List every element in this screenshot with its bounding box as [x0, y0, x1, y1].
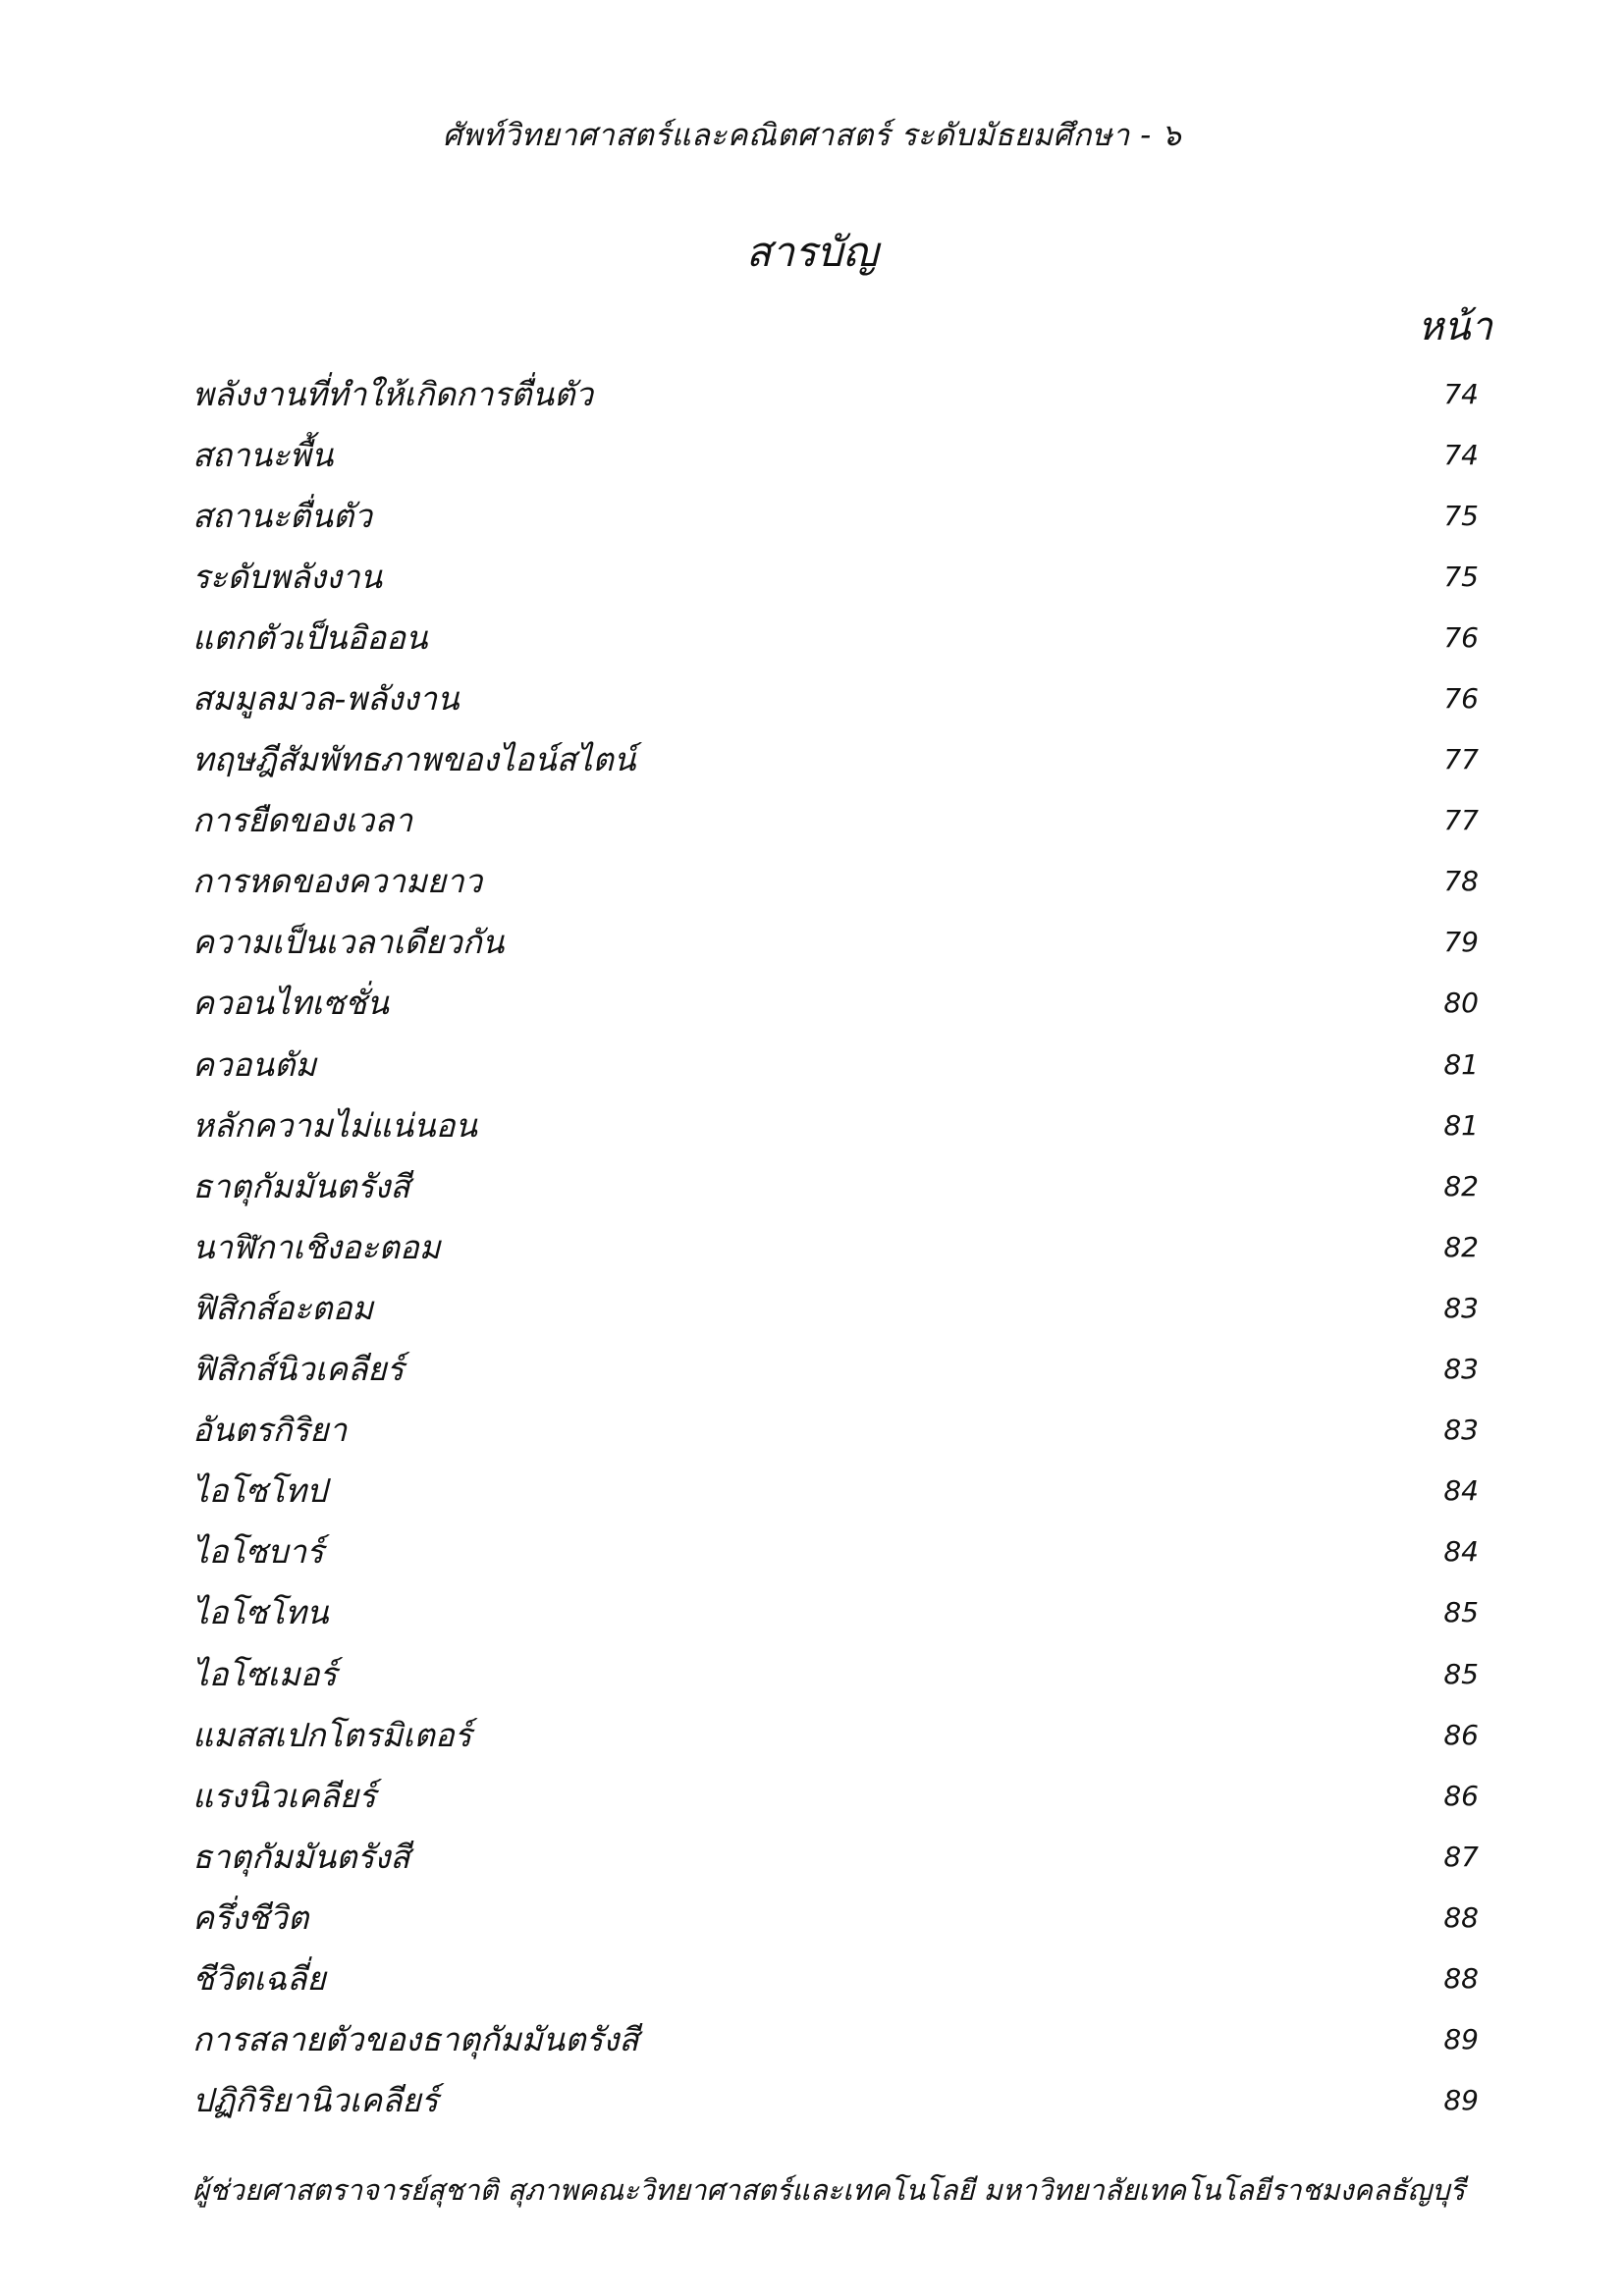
toc-entry-page: 88 — [1443, 1900, 1479, 1934]
toc-entry — [192, 790, 1479, 851]
toc-entry-page: 86 — [1443, 1779, 1479, 1812]
toc-entry-page: 74 — [1443, 438, 1479, 471]
toc-entry-label: การยืดของเวลา — [192, 801, 413, 840]
toc-entry-page: 89 — [1443, 2084, 1479, 2117]
toc-entry-page: 74 — [1443, 377, 1479, 410]
toc-entry-page: 78 — [1443, 865, 1479, 898]
toc-entry-page: 82 — [1443, 1169, 1479, 1202]
toc-entry — [192, 1400, 1479, 1461]
toc-entry-page: 83 — [1443, 1414, 1479, 1447]
toc-entry — [192, 1582, 1479, 1643]
toc-entry-label: ไอโซโทน — [192, 1593, 329, 1632]
page-column-label: หน้า — [1417, 304, 1492, 349]
toc-entry-page: 81 — [1443, 1108, 1479, 1142]
table-of-contents — [192, 363, 1479, 2131]
toc-entry-label: สมมูลมวล-พลังงาน — [192, 679, 460, 719]
footer-institution: คณะวิทยาศาสตร์และเทคโนโลยี มหาวิทยาลัยเทคโนโลยีราชมงคลธัญบุรี — [577, 2173, 1466, 2207]
toc-entry — [192, 729, 1479, 790]
toc-entry-label: ชีวิตเฉลี่ย — [192, 1958, 326, 1998]
toc-entry-page: 83 — [1443, 1291, 1479, 1324]
toc-entry-page: 82 — [1443, 1230, 1479, 1263]
toc-entry — [192, 1765, 1479, 1826]
toc-entry — [192, 424, 1479, 485]
toc-entry — [192, 1216, 1479, 1277]
toc-entry-page: 84 — [1443, 1474, 1479, 1508]
toc-entry-page: 86 — [1443, 1718, 1479, 1751]
toc-entry-label: หลักความไม่แน่นอน — [192, 1105, 477, 1145]
toc-entry-label: ระดับพลังงาน — [192, 557, 383, 596]
toc-entry — [192, 363, 1479, 424]
toc-entry-label: การสลายตัวของธาตุกัมมันตรังสี — [192, 2020, 639, 2059]
toc-entry-label: แตกตัวเป็นอิออน — [192, 617, 428, 657]
toc-entry-page: 79 — [1443, 926, 1479, 959]
toc-entry — [192, 2070, 1479, 2131]
toc-entry-label: ไอโซเมอร์ — [192, 1654, 338, 1693]
toc-entry-page: 77 — [1443, 743, 1479, 776]
toc-entry-label: พลังงานที่ทำให้เกิดการตื่นตัว — [192, 374, 594, 413]
toc-entry-label: สถานะตื่นตัว — [192, 496, 372, 535]
toc-entry-label: ฟิสิกส์อะตอม — [192, 1288, 374, 1327]
toc-entry-label: ปฏิกิริยานิวเคลียร์ — [192, 2081, 439, 2120]
toc-entry-page: 87 — [1443, 1840, 1479, 1873]
page-footer — [192, 2167, 1466, 2213]
toc-entry-label: ธาตุกัมมันตรังสี — [192, 1837, 410, 1876]
toc-entry-page: 75 — [1443, 560, 1479, 593]
toc-entry-label: ฟิสิกส์นิวเคลียร์ — [192, 1350, 405, 1389]
toc-entry-page: 85 — [1443, 1657, 1479, 1690]
toc-entry — [192, 2009, 1479, 2070]
toc-entry-label: แมสสเปกโตรมิเตอร์ — [192, 1715, 472, 1754]
toc-entry-page: 76 — [1443, 682, 1479, 716]
toc-entry — [192, 485, 1479, 546]
toc-entry-label: ครึ่งชีวิต — [192, 1897, 309, 1937]
toc-entry-page: 81 — [1443, 1047, 1479, 1081]
toc-entry-label: ไอโซบาร์ — [192, 1532, 324, 1572]
toc-entry — [192, 1095, 1479, 1155]
toc-entry-page: 75 — [1443, 499, 1479, 532]
toc-entry-page: 88 — [1443, 1961, 1479, 1995]
toc-entry-page: 89 — [1443, 2023, 1479, 2056]
toc-entry — [192, 1461, 1479, 1522]
toc-entry-label: แรงนิวเคลียร์ — [192, 1776, 376, 1815]
toc-entry — [192, 1826, 1479, 1887]
toc-entry-page: 80 — [1443, 987, 1479, 1020]
toc-entry-label: ไอโซโทป — [192, 1471, 327, 1511]
toc-entry-page: 84 — [1443, 1535, 1479, 1569]
toc-entry-label: ควอนตัม — [192, 1044, 317, 1084]
toc-entry-label: อันตรกิริยา — [192, 1411, 348, 1450]
toc-entry-page: 77 — [1443, 804, 1479, 837]
toc-entry — [192, 546, 1479, 607]
toc-entry-label: การหดของความยาว — [192, 862, 483, 901]
toc-entry-page: 76 — [1443, 620, 1479, 654]
toc-entry — [192, 1704, 1479, 1765]
toc-entry-label: นาฬิกาเชิงอะตอม — [192, 1227, 441, 1266]
toc-entry-label: ทฤษฎีสัมพัทธภาพของไอน์สไตน์ — [192, 740, 636, 779]
running-header: ศัพท์วิทยาศาสตร์และคณิตศาสตร์ ระดับมัธยมศึกษา - ๖ — [442, 118, 1182, 153]
page-title: สารบัญ — [745, 228, 879, 276]
toc-entry — [192, 851, 1479, 912]
toc-entry-page: 85 — [1443, 1596, 1479, 1629]
toc-entry-label: ธาตุกัมมันตรังสี — [192, 1166, 410, 1205]
toc-entry — [192, 667, 1479, 728]
toc-entry — [192, 912, 1479, 973]
toc-entry-label: สถานะพื้น — [192, 435, 334, 474]
toc-entry-label: ความเป็นเวลาเดียวกัน — [192, 923, 505, 962]
toc-entry-page: 83 — [1443, 1353, 1479, 1386]
toc-entry — [192, 1155, 1479, 1216]
toc-entry — [192, 1339, 1479, 1400]
toc-entry — [192, 1034, 1479, 1095]
toc-entry — [192, 1887, 1479, 1948]
toc-entry — [192, 1522, 1479, 1582]
toc-entry — [192, 973, 1479, 1034]
toc-entry — [192, 607, 1479, 667]
toc-entry — [192, 1948, 1479, 2008]
toc-entry — [192, 1643, 1479, 1704]
toc-entry — [192, 1277, 1479, 1338]
footer-author: ผู้ช่วยศาสตราจารย์สุชาติ สุภาพ — [192, 2173, 578, 2207]
toc-entry-label: ควอนไทเซชั่น — [192, 984, 389, 1023]
